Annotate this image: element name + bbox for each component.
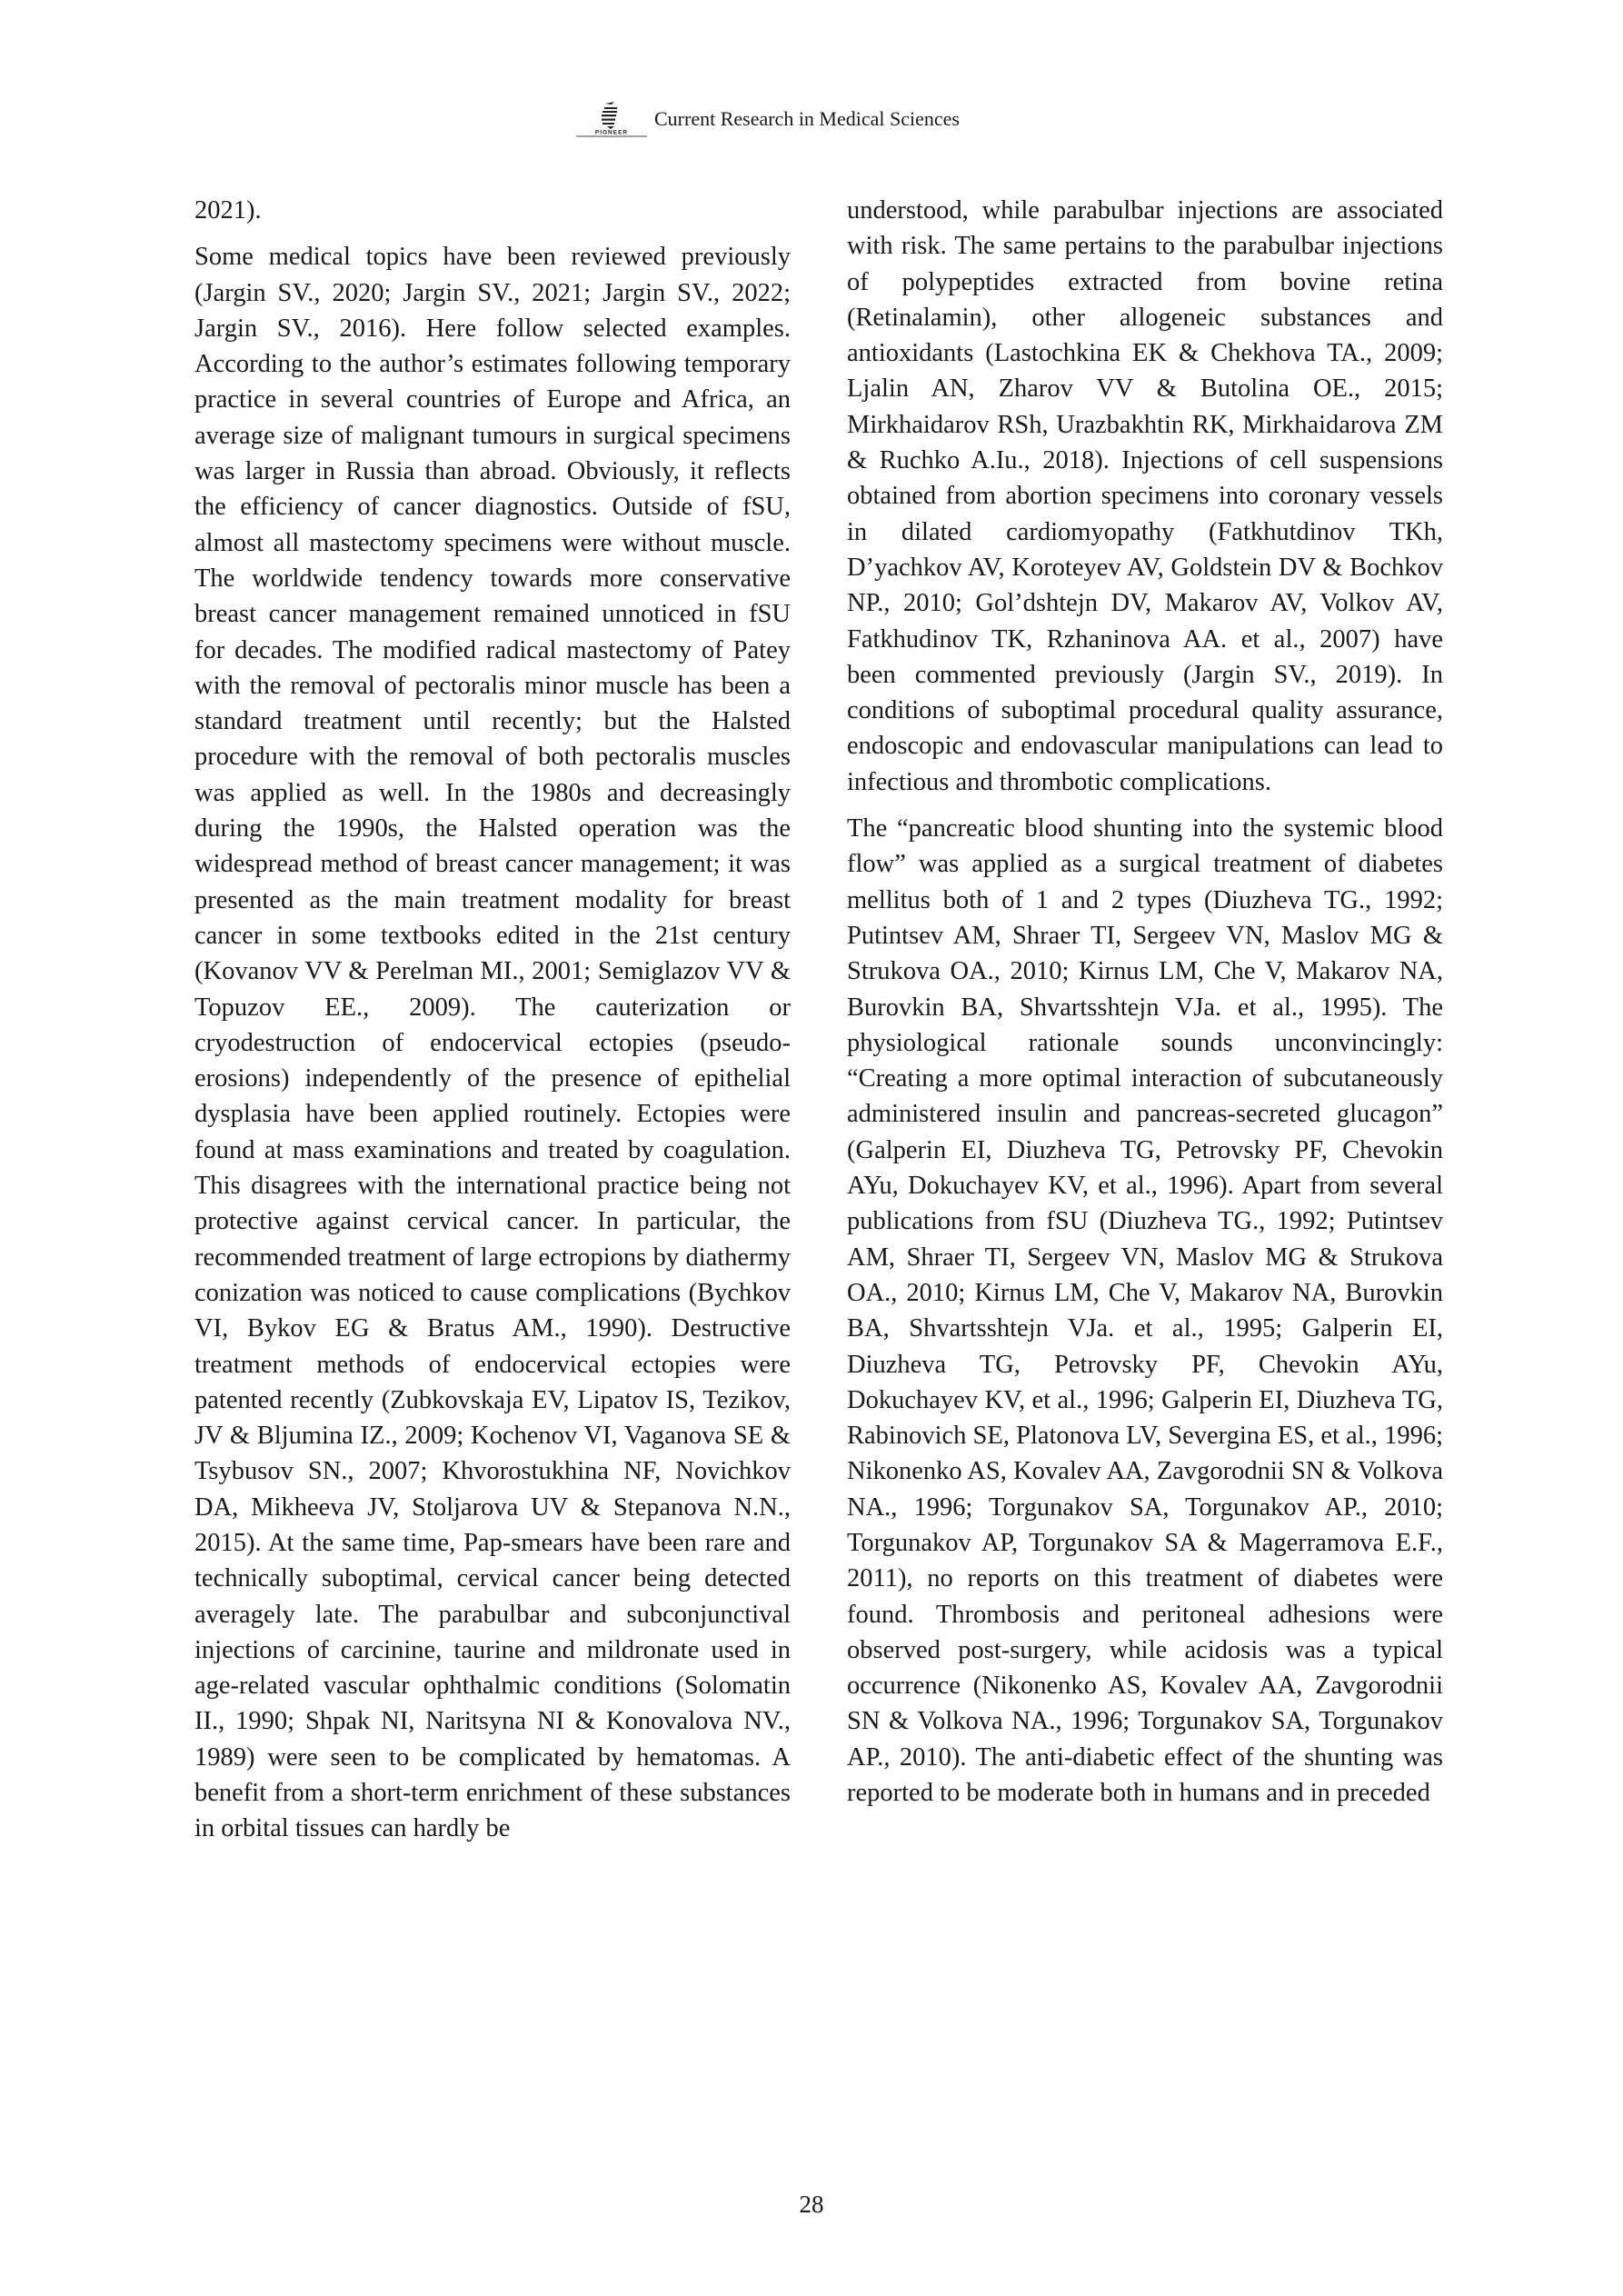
pioneer-logo-icon	[574, 100, 649, 140]
journal-title: Current Research in Medical Sciences	[654, 107, 960, 130]
page-number: 28	[799, 2191, 824, 2218]
paragraph: 2021).	[194, 196, 262, 225]
paragraph: The “pancreatic blood shunting into the systemic blood flow” was applied as a surgical treatment of diabetes mellitus both of 1 and 2 types (Diuzheva TG., 1992; Putintsev AM, Shraer TI, Sergeev VN, Maslov MG & Strukova OA., 2010; Kirnus LM, Che V, Makarov NA, Burovkin BA, Shvartsshtejn VJa. et al., 1995). The physiological rationale sounds unconvincingly: “Creating a more optimal interaction of subcutaneously administered insulin and pancreas-secreted glucagon” (Galperin EI, Diuzheva TG, Petrovsky PF, Chevokin AYu, Dokuchayev KV, et al., 1996). Apart from several publications from fSU (Diuzheva TG., 1992; Putintsev AM, Shraer TI, Sergeev VN, Maslov MG & Strukova OA., 2010; Kirnus LM, Che V, Makarov NA, Burovkin BA, Shvartsshtejn VJa. et al., 1995; Galperin EI, Diuzheva TG, Petrovsky PF, Chevokin AYu, Dokuchayev KV, et al., 1996; Galperin EI, Diuzheva TG, Rabinovich SE, Platonova LV, Severgina ES, et al., 1996; Nikonenko AS, Kovalev AA, Zavgorodnii SN & Volkova NA., 1996; Torgunakov SA, Torgunakov AP., 2010; Torgunakov AP, Torgunakov SA & Magerramova E.F., 2011), no reports on this treatment of diabetes were found. Thrombosis and peritoneal adhesions were observed post-surgery, while acidosis was a typical occurrence (Nikonenko AS, Kovalev AA, Zavgorodnii SN & Volkova NA., 1996; Torgunakov SA, Torgunakov AP., 2010). The anti-diabetic effect of the shunting was reported to be moderate both in humans and in preceded	[847, 814, 1443, 1808]
paragraph: understood, while parabulbar injections are associated with risk. The same pertains to the parabulbar injections of polypeptides extracted from bovine retina (Retinalamin), other allogeneic substances and antioxidants (Lastochkina EK & Chekhova TA., 2009; Ljalin AN, Zharov VV & Butolina OE., 2015; Mirkhaidarov RSh, Urazbakhtin RK, Mirkhaidarova ZM & Ruchko A.Iu., 2018). Injections of cell suspensions obtained from abortion specimens into coronary vessels in dilated cardiomyopathy (Fatkhutdinov TKh, D’yachkov AV, Koroteyev AV, Goldstein DV & Bochkov NP., 2010; Gol’dshtejn DV, Makarov AV, Volkov AV, Fatkhudinov TK, Rzhaninova AA. et al., 2007) have been commented previously (Jargin SV., 2019). In conditions of suboptimal procedural quality assurance, endoscopic and endovascular manipulations can lead to infectious and thrombotic complications.	[847, 196, 1443, 796]
right-column	[847, 193, 1443, 1822]
journal-header	[0, 98, 1623, 142]
left-column	[194, 193, 791, 1858]
paragraph: Some medical topics have been reviewed previously (Jargin SV., 2020; Jargin SV., 2021; Jargin SV., 2022; Jargin SV., 2016). Here follow selected examples. According to the author’s estimates following temporary practice in several countries of Europe and Africa, an average size of malignant tumours in surgical specimens was larger in Russia than abroad. Obviously, it reflects the efficiency of cancer diagnostics. Outside of fSU, almost all mastectomy specimens were without muscle. The worldwide tendency towards more conservative breast cancer management remained unnoticed in fSU for decades. The modified radical mastectomy of Patey with the removal of pectoralis minor muscle has been a standard treatment until recently; but the Halsted procedure with the removal of both pectoralis muscles was applied as well. In the 1980s and decreasingly during the 1990s, the Halsted operation was the widespread method of breast cancer management; it was presented as the main treatment modality for breast cancer in some textbooks edited in the 21st century (Kovanov VV & Perelman MI., 2001; Semiglazov VV & Topuzov EE., 2009). The cauterization or cryodestruction of endocervical ectopies (pseudo-erosions) independently of the presence of epithelial dysplasia have been applied routinely. Ectopies were found at mass examinations and treated by coagulation. This disagrees with the international practice being not protective against cervical cancer. In particular, the recommended treatment of large ectropions by diathermy conization was noticed to cause complications (Bychkov VI, Bykov EG & Bratus AM., 1990). Destructive treatment methods of endocervical ectopies were patented recently (Zubkovskaja EV, Lipatov IS, Tezikov, JV & Bljumina IZ., 2009; Kochenov VI, Vaganova SE & Tsybusov SN., 2007; Khvorostukhina NF, Novichkov DA, Mikheeva JV, Stoljarova UV & Stepanova N.N., 2015). At the same time, Pap-smears have been rare and technically suboptimal, cervical cancer being detected averagely late. The parabulbar and subconjunctival injections of carcinine, taurine and mildronate used in age-related vascular ophthalmic conditions (Solomatin II., 1990; Shpak NI, Naritsyna NI & Konovalova NV., 1989) were seen to be complicated by hematomas. A benefit from a short-term enrichment of these substances in orbital tissues can hardly be	[194, 243, 791, 1843]
logo-wordmark: PIONEER	[594, 129, 629, 136]
